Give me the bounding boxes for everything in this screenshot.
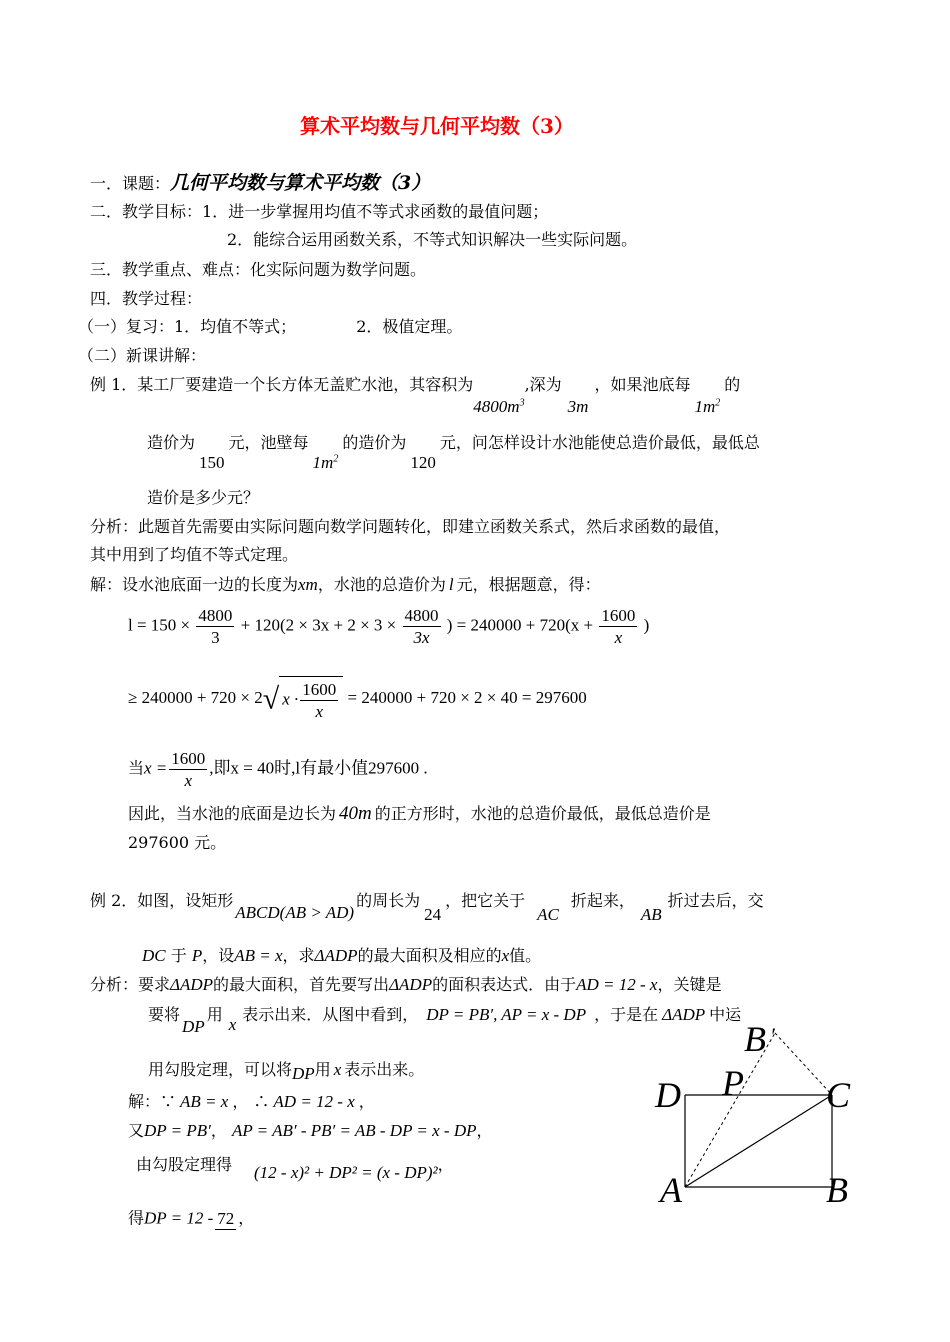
ex1-text: 的造价为: [342, 433, 407, 452]
ex1-var-l: l: [448, 575, 454, 594]
eq-part: l = 150 ×: [128, 615, 191, 635]
ex2-solution-3: 由勾股定理得 (12 - x)² + DP² = (x - DP)²，: [136, 1155, 454, 1182]
eq-part: ≥ 240000 + 720 × 2: [128, 688, 263, 708]
diagonal-ac: [685, 1095, 832, 1187]
label-p: P: [722, 1063, 744, 1103]
ex1-text: ，水池的总造价为: [317, 575, 446, 594]
label-a: A: [660, 1170, 682, 1210]
ex2-solution-1: 解：∵ AB = x ， ∴ AD = 12 - x ，: [128, 1092, 375, 1111]
eq-part: = 240000 + 720 × 2 × 40 = 297600: [347, 688, 587, 708]
ex1-price-2: 120: [410, 453, 436, 472]
label-prime-mark: ′: [770, 1023, 775, 1048]
ex1-text: ，如果池底每: [594, 375, 691, 394]
ex1-text: 造价为: [147, 433, 196, 452]
ex1-text: 元，根据题意，得：: [456, 575, 601, 594]
ex1-text: 例 1．某工厂要建造一个长方体无盖贮水池，其容积为: [90, 375, 474, 394]
fraction-4800-3: $\frac{4800}{3}$: [198, 606, 233, 648]
folded-edge-cb-prime: [775, 1033, 832, 1095]
section-topic: [90, 174, 430, 193]
ex1-conclusion-1: 因此，当水池的底面是边长为 40m 的正方形时，水池的总造价最低，最低总造价是: [128, 803, 711, 824]
review-item-2: 2．极值定理。: [356, 317, 463, 336]
section-topic-label: 一．课题：: [90, 174, 171, 193]
review-line: [78, 319, 462, 335]
ex2-analysis-2: 要将DP用x表示出来．从图中看到， DP = PB′, AP = x - DP ，于是在 ΔADP 中运: [148, 1005, 742, 1036]
ex2-analysis-3: 用勾股定理，可以将DP用 x 表示出来。: [148, 1060, 425, 1083]
ex2-line-1: 例 2．如图，设矩形ABCD(AB > AD)的周长为24，把它关于AC折起来，AB折过去后，交: [90, 891, 764, 924]
section-goals: [90, 204, 548, 220]
new-lesson-heading: （二）新课讲解：: [78, 346, 207, 365]
ex1-conclusion-2: 297600 元。: [128, 833, 227, 852]
ex1-analysis-1: 分析：此题首先需要由实际问题向数学问题转化，即建立函数关系式，然后求函数的最值，: [90, 517, 731, 536]
section-process: 四．教学过程：: [90, 289, 203, 308]
fraction-1600-x: $\frac{1600}{x}$: [601, 606, 636, 648]
ex1-text: ,深为: [524, 375, 562, 394]
label-b: B: [826, 1170, 848, 1210]
goal-1: 1．进一步掌握用均值不等式求函数的最值问题；: [202, 202, 549, 221]
sqrt-radicand: x · $\frac{1600}{x}$: [279, 676, 343, 723]
ex2-solution-4: 得DP = 12 - 72 ，: [128, 1208, 254, 1230]
ex1-analysis-2: 其中用到了均值不等式定理。: [90, 545, 299, 564]
ex1-text: 元，问怎样设计水池能使总造价最低，最低总: [439, 433, 760, 452]
ex2-solution-2: 又DP = PB′， AP = AB′ - PB′ = AB - DP = x - DP，: [128, 1121, 493, 1140]
folded-rectangle-diagram: [650, 1015, 880, 1215]
review-label: （一）复习：1．均值不等式；: [78, 317, 297, 336]
ex1-text: 的: [724, 375, 741, 394]
section-goals-label: 二．教学目标：: [90, 202, 203, 221]
ex1-depth: 3m: [567, 397, 589, 416]
ex1-solution-intro: [90, 576, 601, 593]
section-topic-value: 几何平均数与算术平均数（3）: [170, 172, 431, 194]
label-d: D: [655, 1075, 681, 1115]
section-key-points: 三．教学重点、难点：化实际问题为数学问题。: [90, 260, 427, 279]
eq-part: ): [643, 615, 650, 635]
ex1-equation-1: [128, 605, 649, 649]
ex1-line-2: [147, 433, 760, 472]
ex1-unit-2: $1m^2$: [312, 453, 339, 472]
goal-2: 2．能综合运用函数关系，不等式知识解决一些实际问题。: [227, 230, 638, 249]
ex1-line-3: 造价是多少元？: [147, 488, 260, 507]
ex1-volume: $4800m^3$: [473, 397, 525, 416]
eq-part: + 120(2 × 3x + 2 × 3 ×: [240, 615, 397, 635]
ex1-text: 解：设水池底面一边的长度为: [90, 575, 299, 594]
page-title: 算术平均数与几何平均数（3）: [300, 114, 574, 138]
ex1-var-xm: xm: [298, 575, 318, 594]
ex1-line-1: [90, 375, 741, 416]
eq-part: ) = 240000 + 720(x +: [446, 615, 594, 635]
ex1-price-1: 150: [199, 453, 225, 472]
ex2-analysis-1: 分析：要求ΔADP的最大面积，首先要写出ΔADP的面积表达式．由于AD = 12 - x，关键是: [90, 975, 722, 994]
ex1-equation-2: ≥ 240000 + 720 × 2√ x · $\frac{1600}{x}$ = 240000 + 720 × 2 × 40 = 297600: [128, 676, 587, 723]
fraction-4800-3x: $\frac{4800}{3x}$: [404, 606, 439, 648]
label-b-prime: B: [744, 1019, 766, 1059]
ex1-unit: $1m^2$: [694, 397, 721, 416]
ex2-line-2: DC 于 P，设AB = x，求ΔADP的最大面积及相应的x值。: [142, 946, 542, 965]
label-c: C: [826, 1075, 851, 1115]
ex1-minimum-line: 当x = $\frac{1600}{x}$ ,即x = 40时,l有最小值297600 .: [128, 749, 428, 791]
ex1-text: 元，池壁每: [228, 433, 309, 452]
